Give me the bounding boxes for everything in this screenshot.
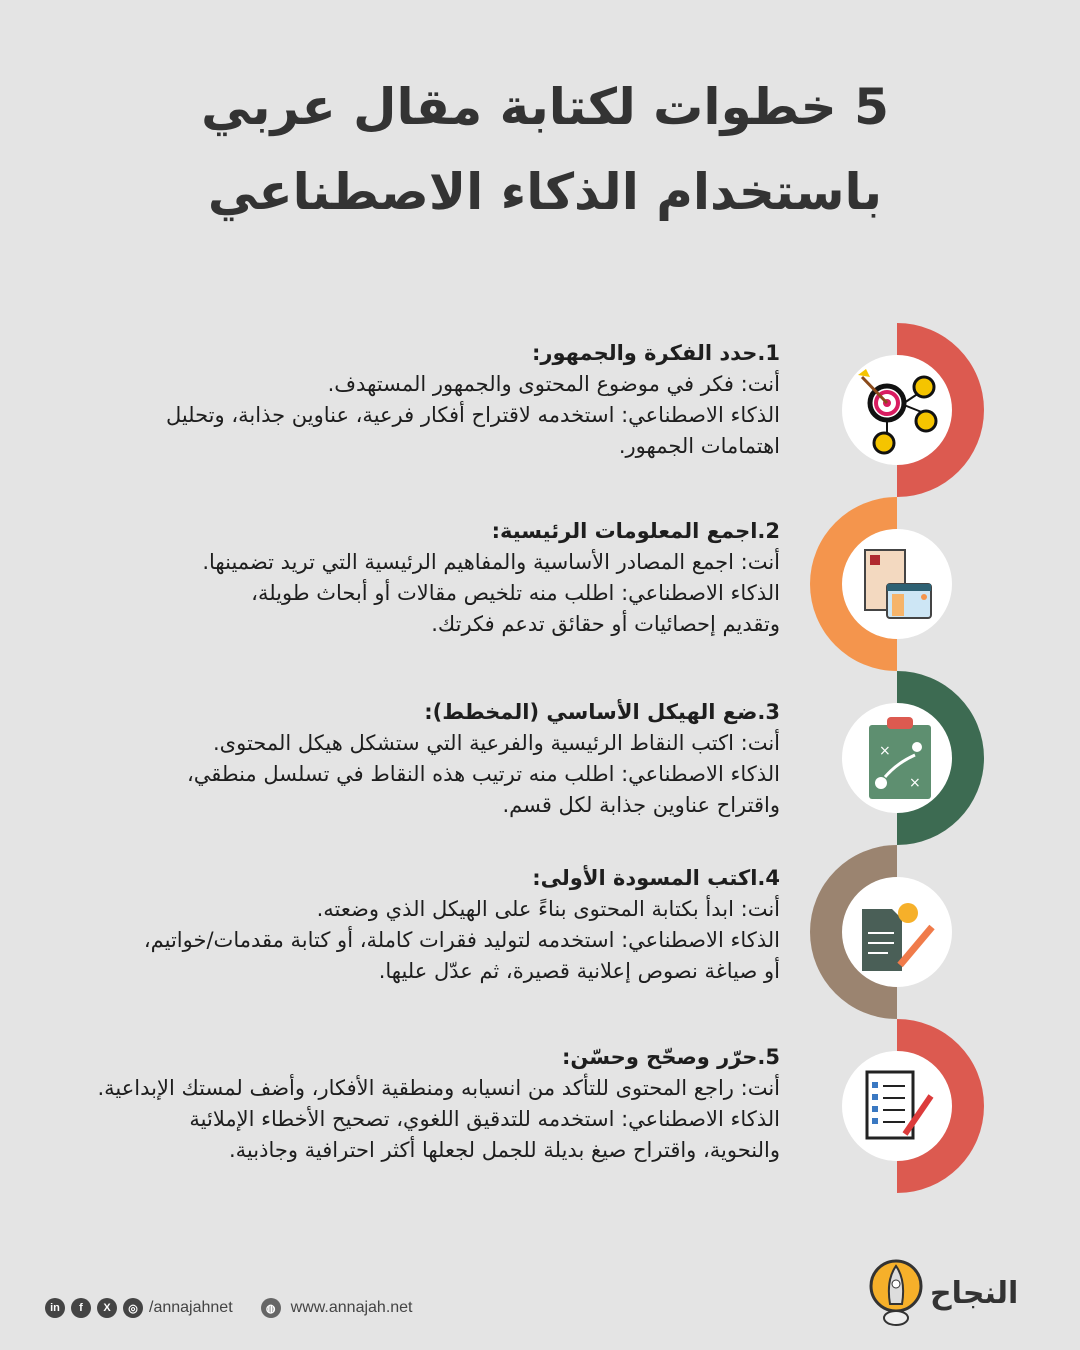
step-line: وتقديم إحصائيات أو حقائق تدعم فكرتك.: [431, 612, 780, 636]
step-3: [20, 697, 780, 821]
checklist-icon: [842, 1051, 952, 1161]
instagram-icon[interactable]: ◎: [123, 1298, 143, 1318]
svg-text:×: ×: [879, 743, 891, 759]
step-5: [20, 1042, 780, 1166]
logo-text: النجاح: [930, 1275, 1019, 1311]
linkedin-icon[interactable]: in: [45, 1298, 65, 1318]
x-icon[interactable]: X: [97, 1298, 117, 1318]
website-link[interactable]: www.annajah.net: [290, 1299, 413, 1316]
strategy-clipboard-icon: [842, 703, 952, 813]
rocket-logo-icon: [868, 1258, 924, 1328]
step-line: اهتمامات الجمهور.: [618, 434, 780, 458]
step-line: أنت: راجع المحتوى للتأكد من انسيابه ومنطقية الأفكار، وأضف لمستك الإبداعية.: [97, 1076, 780, 1100]
title-line-1: 5 خطوات لكتابة مقال عربي: [201, 78, 889, 136]
facebook-icon[interactable]: f: [71, 1298, 91, 1318]
step-1: [20, 338, 780, 462]
step-line: والنحوية، واقتراح صيغ بديلة للجمل لجعلها أكثر احترافية وجاذبية.: [228, 1138, 780, 1162]
brand-logo: [868, 1258, 1018, 1328]
step-heading: 1.حدد الفكرة والجمهور:: [531, 341, 780, 365]
step-line: أنت: اكتب النقاط الرئيسية والفرعية التي ستشكل هيكل المحتوى.: [213, 731, 780, 755]
step-line: أنت: ابدأ بكتابة المحتوى بناءً على الهيكل الذي وضعته.: [316, 897, 780, 921]
step-line: واقتراح عناوين جذابة لكل قسم.: [502, 793, 780, 817]
step-line: الذكاء الاصطناعي: استخدمه لاقتراح أفكار فرعية، عناوين جذابة، وتحليل: [165, 403, 780, 427]
writing-idea-icon: [842, 877, 952, 987]
step-heading: 4.اكتب المسودة الأولى:: [532, 866, 780, 890]
step-2: [20, 516, 780, 640]
documents-icon: [842, 529, 952, 639]
step-line: أو صياغة نصوص إعلانية قصيرة، ثم عدّل عليها.: [378, 959, 780, 983]
step-heading: 2.اجمع المعلومات الرئيسية:: [491, 519, 780, 543]
target-audience-icon: [842, 355, 952, 465]
footer: [45, 1298, 413, 1318]
svg-text:×: ×: [909, 775, 921, 791]
step-line: الذكاء الاصطناعي: اطلب منه ترتيب هذه النقاط في تسلسل منطقي،: [186, 762, 780, 786]
step-line: الذكاء الاصطناعي: اطلب منه تلخيص مقالات أو أبحاث طويلة،: [251, 581, 780, 605]
step-line: الذكاء الاصطناعي: استخدمه لتوليد فقرات كاملة، أو كتابة مقدمات/خواتيم،: [143, 928, 780, 952]
title-line-2: باستخدام الذكاء الاصطناعي: [207, 163, 883, 221]
step-heading: 3.ضع الهيكل الأساسي (المخطط):: [424, 700, 780, 724]
step-line: الذكاء الاصطناعي: استخدمه للتدقيق اللغوي، تصحيح الأخطاء الإملائية: [189, 1107, 780, 1131]
step-4: [20, 863, 780, 987]
step-line: أنت: فكر في موضوع المحتوى والجمهور المستهدف.: [327, 372, 780, 396]
step-line: أنت: اجمع المصادر الأساسية والمفاهيم الرئيسية التي تريد تضمينها.: [202, 550, 780, 574]
globe-icon: ◍: [261, 1298, 281, 1318]
social-handle[interactable]: /annajahnet: [149, 1299, 233, 1316]
step-heading: 5.حرّر وصحّح وحسّن:: [562, 1045, 780, 1069]
